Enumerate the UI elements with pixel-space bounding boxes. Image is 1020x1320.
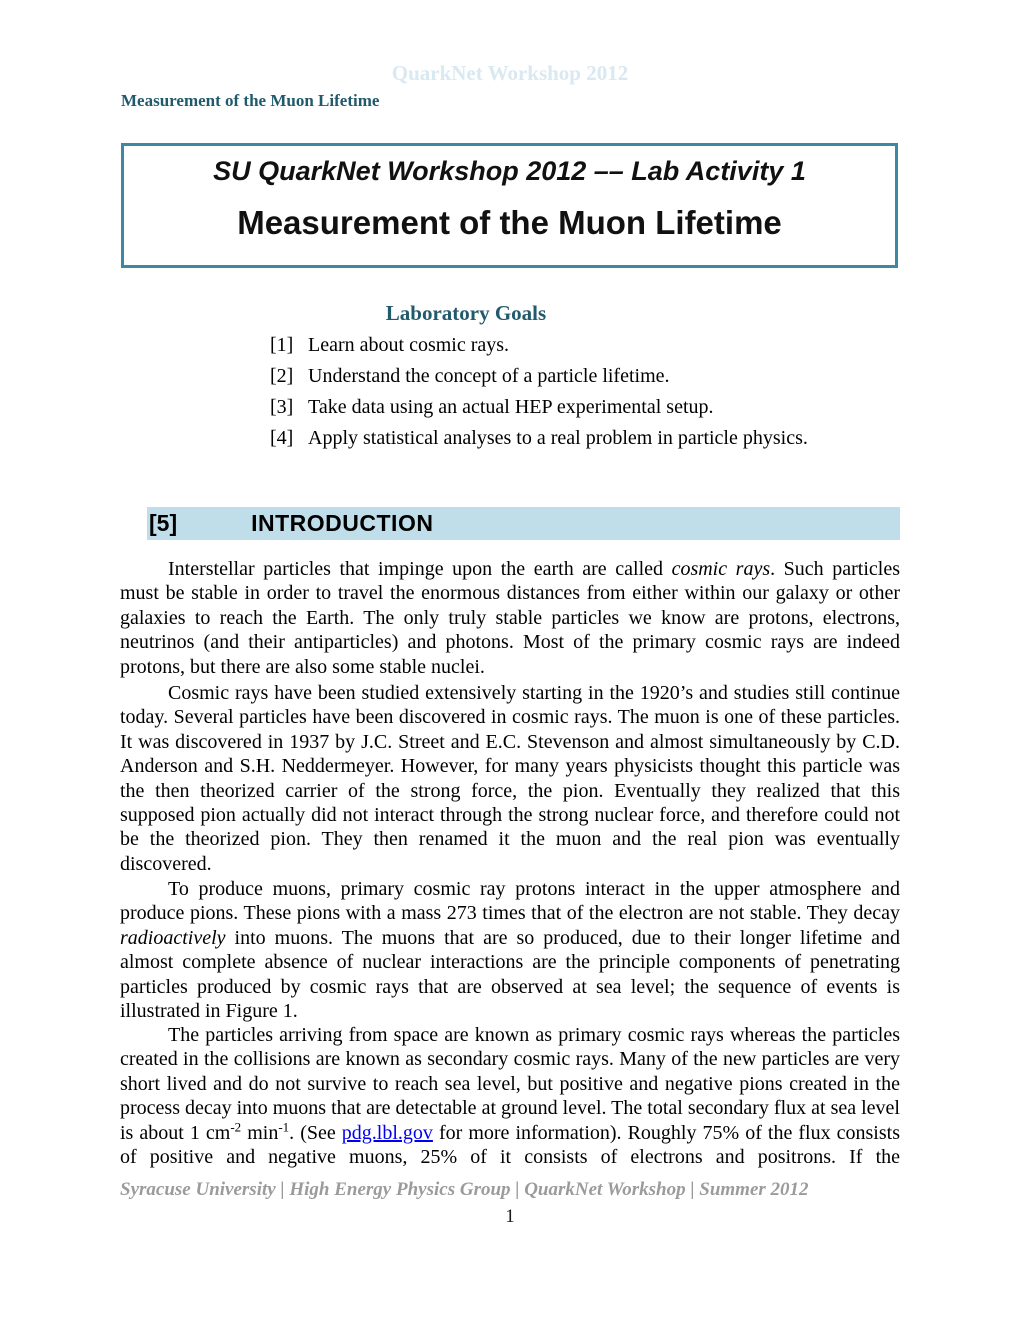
goal-item-2 [270,365,808,396]
text-run: To produce muons, primary cosmic ray protons interact in the upper atmosphere and produce pions. These pions with a mass 273 times that of the electron are not stable. They decay [120,878,900,925]
goal-number: [1] [270,334,294,356]
italic-term-cosmic-rays: cosmic rays [671,558,771,580]
goal-item-3 [270,396,808,427]
laboratory-goals-list [270,334,808,458]
section-number: [5] [149,510,178,536]
goal-item-4 [270,427,808,458]
goal-number: [4] [270,427,294,449]
text-run: min [241,1121,279,1144]
intro-paragraph-2 [120,681,900,876]
text-run: for more information). Roughly 75% of the flux consists of positive and negative muons, 25% of it consists of electrons and positrons. If the [120,1121,900,1169]
goal-number: [2] [270,365,294,387]
superscript-exponent: -1 [278,1118,290,1134]
section-title: INTRODUCTION [251,510,434,536]
goal-item-1 [270,334,808,365]
goal-text: Take data using an actual HEP experimental setup. [308,396,714,418]
header-watermark: QuarkNet Workshop 2012 [391,61,629,85]
text-run: . Such particles must be stable in order to travel the enormous distances from either within our galaxy or other galaxies to reach the Earth. The only truly stable particles we know are protons, electrons, neutrinos (and their antiparticles) and photons. Most of the primary cosmic rays are indeed protons, but there are also some stable nuclei. [120,558,900,678]
intro-paragraph-3 [120,877,900,1023]
goal-text: Learn about cosmic rays. [308,334,510,356]
text-run: into muons. The muons that are so produced, due to their longer lifetime and almost complete absence of nuclear interactions are the principle components of penetrating particles produced by cosmic rays that are observed at sea level; the sequence of events is illustrated in Figure 1. [120,926,900,1023]
text-run: The particles arriving from space are known as primary cosmic rays whereas the particles created in the collisions are known as secondary cosmic rays. Many of the new particles are very short lived and do not survive to reach sea level, but positive and negative pions created in the process decay into muons that are detectable at ground level. The total secondary flux at sea level is about 1 cm [120,1024,900,1144]
italic-term-radioactively: radioactively [120,926,226,949]
superscript-exponent: -2 [230,1118,242,1134]
pdg-lbl-gov-link[interactable]: pdg.lbl.gov [341,1121,433,1144]
laboratory-goals-heading: Laboratory Goals [385,301,547,325]
text-run: Interstellar particles that impinge upon the earth are called [168,558,672,580]
intro-paragraph-4 [120,1023,900,1169]
running-header-title: Measurement of the Muon Lifetime [121,91,380,110]
title-box [121,143,898,268]
goal-number: [3] [270,396,294,418]
page-footer: Syracuse University | High Energy Physics Group | QuarkNet Workshop | Summer 2012 [120,1179,809,1200]
goal-text: Apply statistical analyses to a real problem in particle physics. [308,427,808,449]
page-number: 1 [505,1206,515,1227]
introduction-section-heading [147,507,900,540]
text-run: . (See [289,1121,342,1144]
lab-activity-subtitle: SU QuarkNet Workshop 2012 –– Lab Activity 1 [213,156,806,186]
text-run: Cosmic rays have been studied extensively starting in the 1920’s and studies still continue today. Several particles have been discovered in cosmic rays. The muon is one of these particles. It was discovered in 1937 by J.C. Street and E.C. Stevenson and almost simultaneously by C.D. Anderson and S.H. Neddermeyer. However, for many years physicists thought this particle was the then theorized carrier of the strong force, the pion. Eventually they realized that this supposed pion actually did not interact through the strong nuclear force, and therefore could not be the theorized pion. They then renamed it the muon and the real pion was eventually discovered. [120,682,900,875]
goal-text: Understand the concept of a particle lifetime. [308,365,670,387]
intro-paragraph-1 [120,557,900,679]
document-title: Measurement of the Muon Lifetime [237,204,782,241]
